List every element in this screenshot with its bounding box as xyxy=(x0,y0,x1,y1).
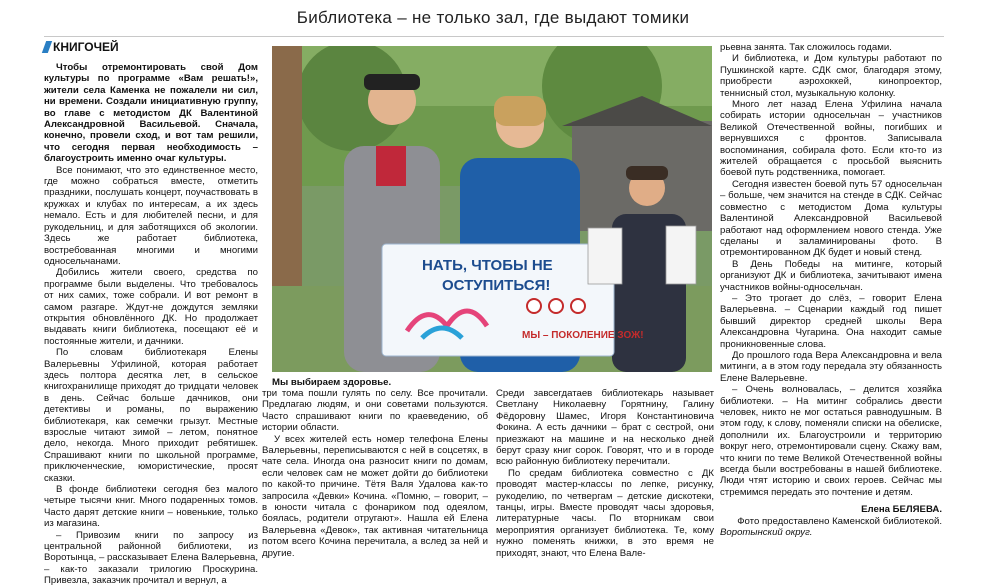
banner-line-2: ОСТУПИТЬСЯ! xyxy=(442,277,551,294)
paragraph: По словам библиотекаря Елены Валерьевны Уфилиной, которая работает здесь полтора десятка лет, в сельское книгохранилище приходят до тридцати человек в день. Сейчас больше дачников, они детективы и романы, по выражению библиотекаря, как семечки грызут. Местные взрослые читают зимой – летом, понятное дело, некогда. Много приходит ребятишек. Спрашивают книги по школьной программе, приключенческие, юмористические, просят сказки. xyxy=(44,347,258,484)
paragraph: три тома пошли гулять по селу. Все прочитали. Предлагаю людям, и они советами пользуются. Часто спрашивают книги по краеведению, об истории области. xyxy=(262,388,488,434)
paragraph: Много лет назад Елена Уфилина начала собирать истории односельчан – участников Великой Отечественной войны, погибших и вернувшихся с фронтов. Записывала воспоминания, собирала фото. Если кто-то из жителей обращается с просьбой выяснить боевой путь родственника, помогает. xyxy=(720,99,942,179)
paragraph: В День Победы на митинге, который организуют ДК и библиотека, зачитывают имена участников войны-односельчан. xyxy=(720,258,942,293)
photo-caption: Мы выбираем здоровье. xyxy=(272,377,392,388)
photo-credit: Фото предоставлено Каменской библиотекой. xyxy=(737,515,942,527)
rubric-label: КНИГОЧЕЙ xyxy=(53,40,119,54)
paragraph: В фонде библиотеки сегодня без малого четыре тысячи книг. Много подаренных томов. Часто дарят детские книги – новенькие, только из магазина. xyxy=(44,484,258,530)
article-column-2 xyxy=(262,388,488,559)
banner-line-1: НАТЬ, ЧТОБЫ НЕ xyxy=(422,257,553,274)
paragraph: И библиотека, и Дом культуры работают по Пушкинской карте. СДК смог, благодаря этому, приобрести аэрохоккей, кинопроектор, теннисный стол, музыкальную колонку. xyxy=(720,53,942,99)
paragraph: Все понимают, что это единственное место, где можно собраться вместе, отметить праздники, послушать концерт, поучаствовать в кружках и клубах по интересам, а их здесь немало. Есть и для любителей песни, и для рукодельниц, и для заботящихся об экологии. Здесь же работает библиотека, востребованная многими и многими односельчанами. xyxy=(44,164,258,267)
paragraph: До прошлого года Вера Александровна и вела митинги, а в этом году передала эту обязанность Елене Валерьевне. xyxy=(720,349,942,384)
paragraph: По средам библиотека совместно с ДК проводят мастер-классы по лепке, рисунку, рукоделию, по четвергам – детские дискотеки, танцы, игры. Вместе проводят часы здоровья, литературные часы. По вторникам свои мероприятия организует библиотека. Те, кому нужно поменять книжки, в это время не приходят, знают, что Елена Вале- xyxy=(496,467,714,559)
header-divider xyxy=(44,36,944,37)
rubric-marker-icon xyxy=(42,41,52,53)
paragraph: Сегодня известен боевой путь 57 односельчан – больше, чем значится на стенде в СДК. Сейчас совместно с методистом Дома культуры Валентиной Александровной Васильевой работают над оформлением нового стенда. Уже сделаны и заламинированы фото. В отремонтированном ДК будет и новый стенд. xyxy=(720,178,942,259)
article-headline: Библиотека – не только зал, где выдают томики xyxy=(296,8,690,27)
article-column-4 xyxy=(720,42,942,538)
article-column-3 xyxy=(496,388,714,559)
banner-slogan: МЫ – ПОКОЛЕНИЕ ЗОЖ! xyxy=(522,330,644,341)
paragraph: Среди завсегдатаев библиотекарь называет Светлану Николаевну Горятнину, Галину Фёдоровну Шамес, Игоря Константиновича Фокина. А есть дачники – брат с сестрой, они приезжают на машине и на несколько дней берут сразу книг сорок. Говорят, что и в городе всю районную библиотеку перечитали. xyxy=(496,388,714,468)
article-column-1 xyxy=(44,62,258,587)
region-label: Воротынский округ. xyxy=(720,527,813,539)
paragraph: – Привозим книги по запросу из центральной районной библиотеки, из Воротынца, – рассказывает Елена Валерьевна, – как-то заказали трилогию Проскурина. Привезла, заказчик прочитал и вернул, а xyxy=(44,529,258,587)
paragraph: У всех жителей есть номер телефона Елены Валерьевны, переписываются с ней в соцсетях, в чате села. Иногда она разносит книги по домам, если человек сам не может дойти до библиотеки по какой-то причине. Тётя Валя Удалова как-то запросила «Девки» Кочина. «Помню, – говорит, – в юности читала с фонариком под одеялом, боялась, родители отругают». Нашла ей Елена Валерьевна «Девок», так активная читательница потом всего Кочина перечитала, а вслед за ней и другие. xyxy=(262,433,488,559)
paragraph: Добились жители своего, средства по программе были выделены. Что требовалось от них самих, тоже собрали. И вот ремонт в самом разгаре. Ждут-не дождутся земляки открытия обновлённого ДК. Но продолжает выдавать книги библиотека, посещают её и постоянные жители, и дачники. xyxy=(44,267,258,347)
article-photo xyxy=(272,46,712,372)
section-rubric xyxy=(44,40,119,54)
photo-illustration xyxy=(272,46,712,372)
paragraph: рьевна занята. Так сложилось годами. xyxy=(720,42,892,53)
paragraph: – Очень волновалась, – делится хозяйка библиотеки. – На митинг собрались двести человек, никто не мог остаться равнодушным. В этом году, к слову, поменяли списки на обелиске, дополнили их. Благоустроили и территорию вокруг него, отремонтировали сцену. Скажу вам, что книги по теме Великой Отечественной войны всегда были востребованы в нашей библиотеке. Люди чтят историю и своих героев. Сейчас мы стремимся передать это почтение и детям. xyxy=(720,384,942,498)
article-lead: Чтобы отремонтировать свой Дом культуры по программе «Вам решать!», жители села Каменка не пожалели ни сил, ни времени. Создали инициативную группу, во главе с методистом ДК Валентиной Александровной Васильевой. Сначала, конечно, провели сход, и вот там решили, что сегодня первая необходимость – благоустроить именно очаг культуры. xyxy=(44,62,258,165)
author-byline: Елена БЕЛЯЕВА. xyxy=(861,504,942,516)
paragraph: – Это трогает до слёз, – говорит Елена Валерьевна. – Сценарии каждый год пишет бывший директор средней школы Вера Александровна Чугарина. Она находит самые проникновенные слова. xyxy=(720,292,942,350)
